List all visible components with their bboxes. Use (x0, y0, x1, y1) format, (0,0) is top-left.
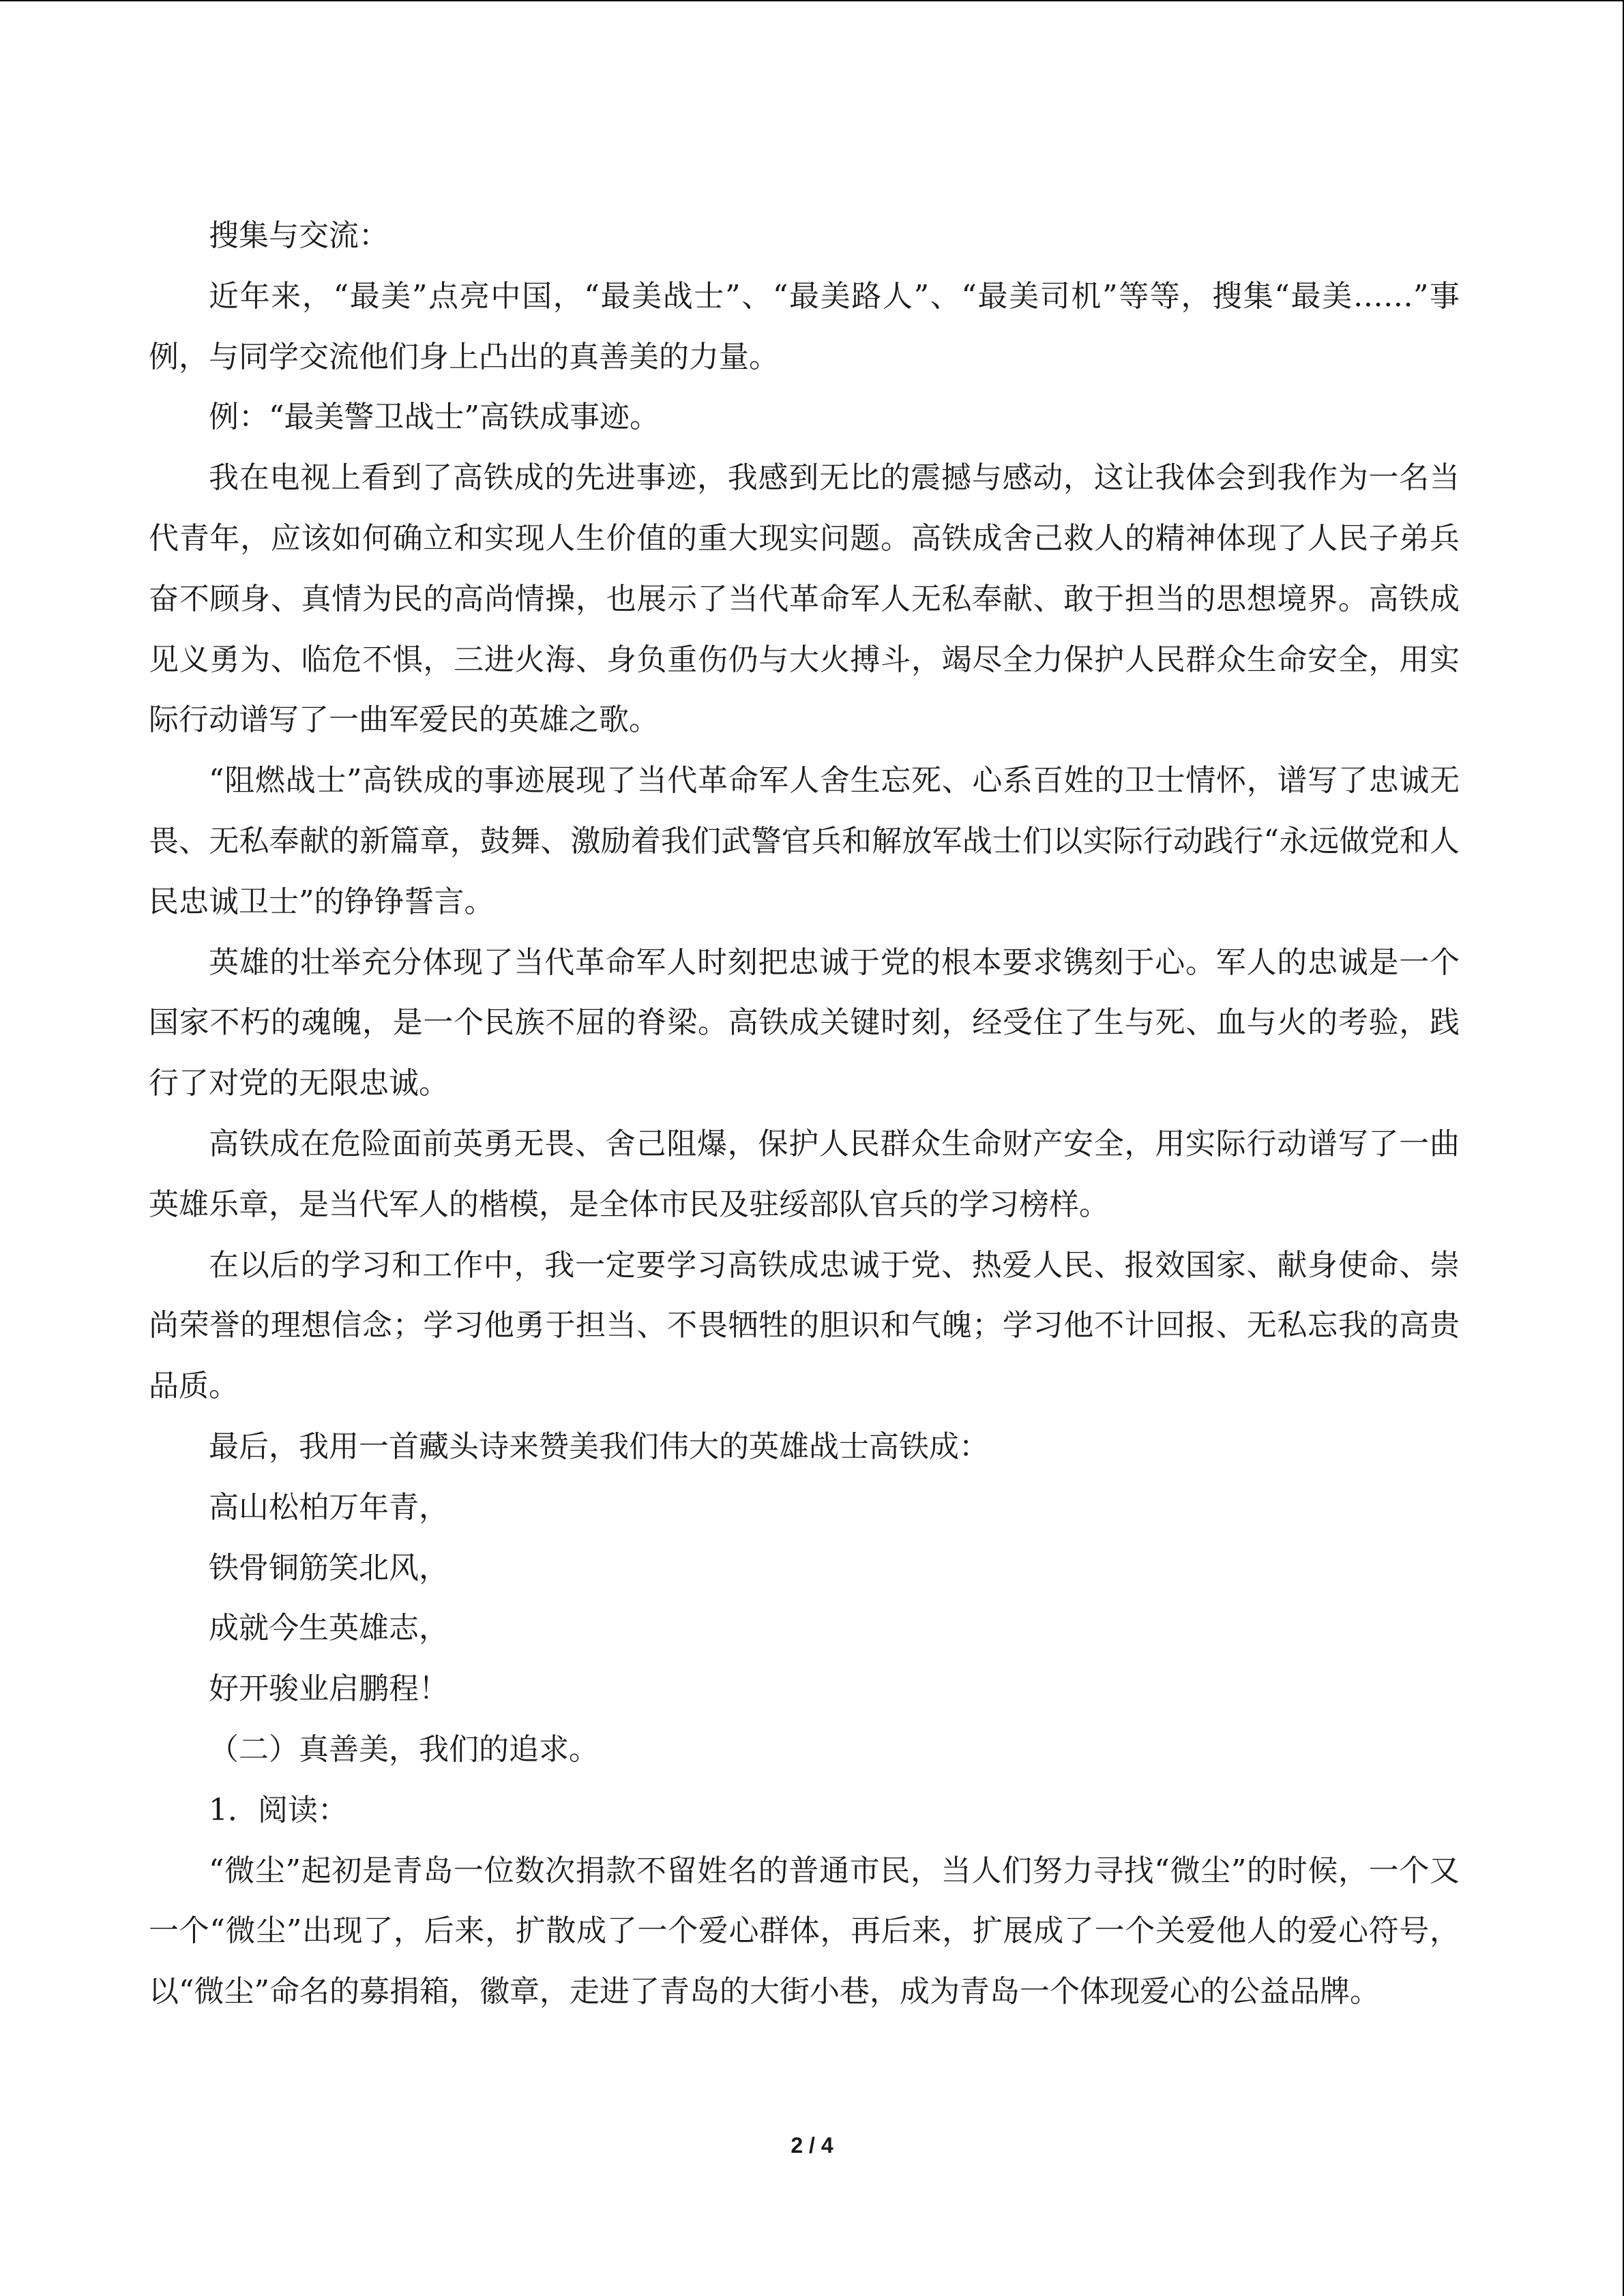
paragraph-body: “阻燃战士”高铁成的事迹展现了当代革命军人舍生忘死、心系百姓的卫士情怀，谱写了忠诚无畏、无私奉献的新篇章，鼓舞、激励着我们武警官兵和解放军战士们以实际行动践行“永远做党和人民忠诚卫士”的铮铮誓言。 (149, 763, 1460, 919)
paragraph-body: 高铁成在危险面前英勇无畏、舍己阻爆，保护人民群众生命财产安全，用实际行动谱写了一曲英雄乐章，是当代军人的楷模，是全体市民及驻绥部队官兵的学习榜样。 (149, 1126, 1460, 1222)
paragraph-body: 在以后的学习和工作中，我一定要学习高铁成忠诚于党、热爱人民、报效国家、献身使命、崇尚荣誉的理想信念；学习他勇于担当、不畏牺牲的胆识和气魄；学习他不计回报、无私忘我的高贵品质。 (149, 1247, 1460, 1404)
paragraph-poem-intro: 最后，我用一首藏头诗来赞美我们伟大的英雄战士高铁成： (209, 1429, 989, 1464)
paragraph-body: 英雄的壮举充分体现了当代革命军人时刻把忠诚于党的根本要求镌刻于心。军人的忠诚是一个国家不朽的魂魄，是一个民族不屈的脊梁。高铁成关键时刻，经受住了生与死、血与火的考验，践行了对党的无限忠诚。 (149, 944, 1460, 1101)
poem-line: 高山松柏万年青， (209, 1489, 449, 1525)
paragraph-example-title: 例：“最美警卫战士”高铁成事迹。 (209, 400, 660, 435)
document-body (149, 206, 1460, 2023)
paragraph-body: 我在电视上看到了高铁成的先进事迹，我感到无比的震撼与感动，这让我体会到我作为一名当代青年，应该如何确立和实现人生价值的重大现实问题。高铁成舍己救人的精神体现了人民子弟兵奋不顾身、真情为民的高尚情操，也展示了当代革命军人无私奉献、敢于担当的思想境界。高铁成见义勇为、临危不惧，三进火海、身负重伤仍与大火搏斗，竭尽全力保护人民群众生命安全，用实际行动谱写了一曲军爱民的英雄之歌。 (149, 460, 1460, 738)
subsection-heading: 1．阅读： (209, 1792, 348, 1828)
paragraph-reading: “微尘”起初是青岛一位数次捐款不留姓名的普通市民，当人们努力寻找“微尘”的时候，一个又一个“微尘”出现了，后来，扩散成了一个爱心群体，再后来，扩展成了一个关爱他人的爱心符号，以“微尘”命名的募捐箱，徽章，走进了青岛的大街小巷，成为青岛一个体现爱心的公益品牌。 (149, 1853, 1460, 2010)
paragraph-heading-collect: 搜集与交流： (209, 218, 389, 253)
poem-line: 铁骨铜筋笑北风， (209, 1550, 449, 1585)
section-heading: （二）真善美，我们的追求。 (209, 1731, 599, 1767)
poem-line: 好开骏业启鹏程！ (209, 1671, 449, 1707)
poem-line: 成就今生英雄志， (209, 1611, 449, 1646)
page-number: 2 / 4 (791, 2133, 833, 2158)
paragraph-intro: 近年来，“最美”点亮中国，“最美战士”、“最美路人”、“最美司机”等等，搜集“最美……”事例，与同学交流他们身上凸出的真善美的力量。 (149, 278, 1460, 374)
